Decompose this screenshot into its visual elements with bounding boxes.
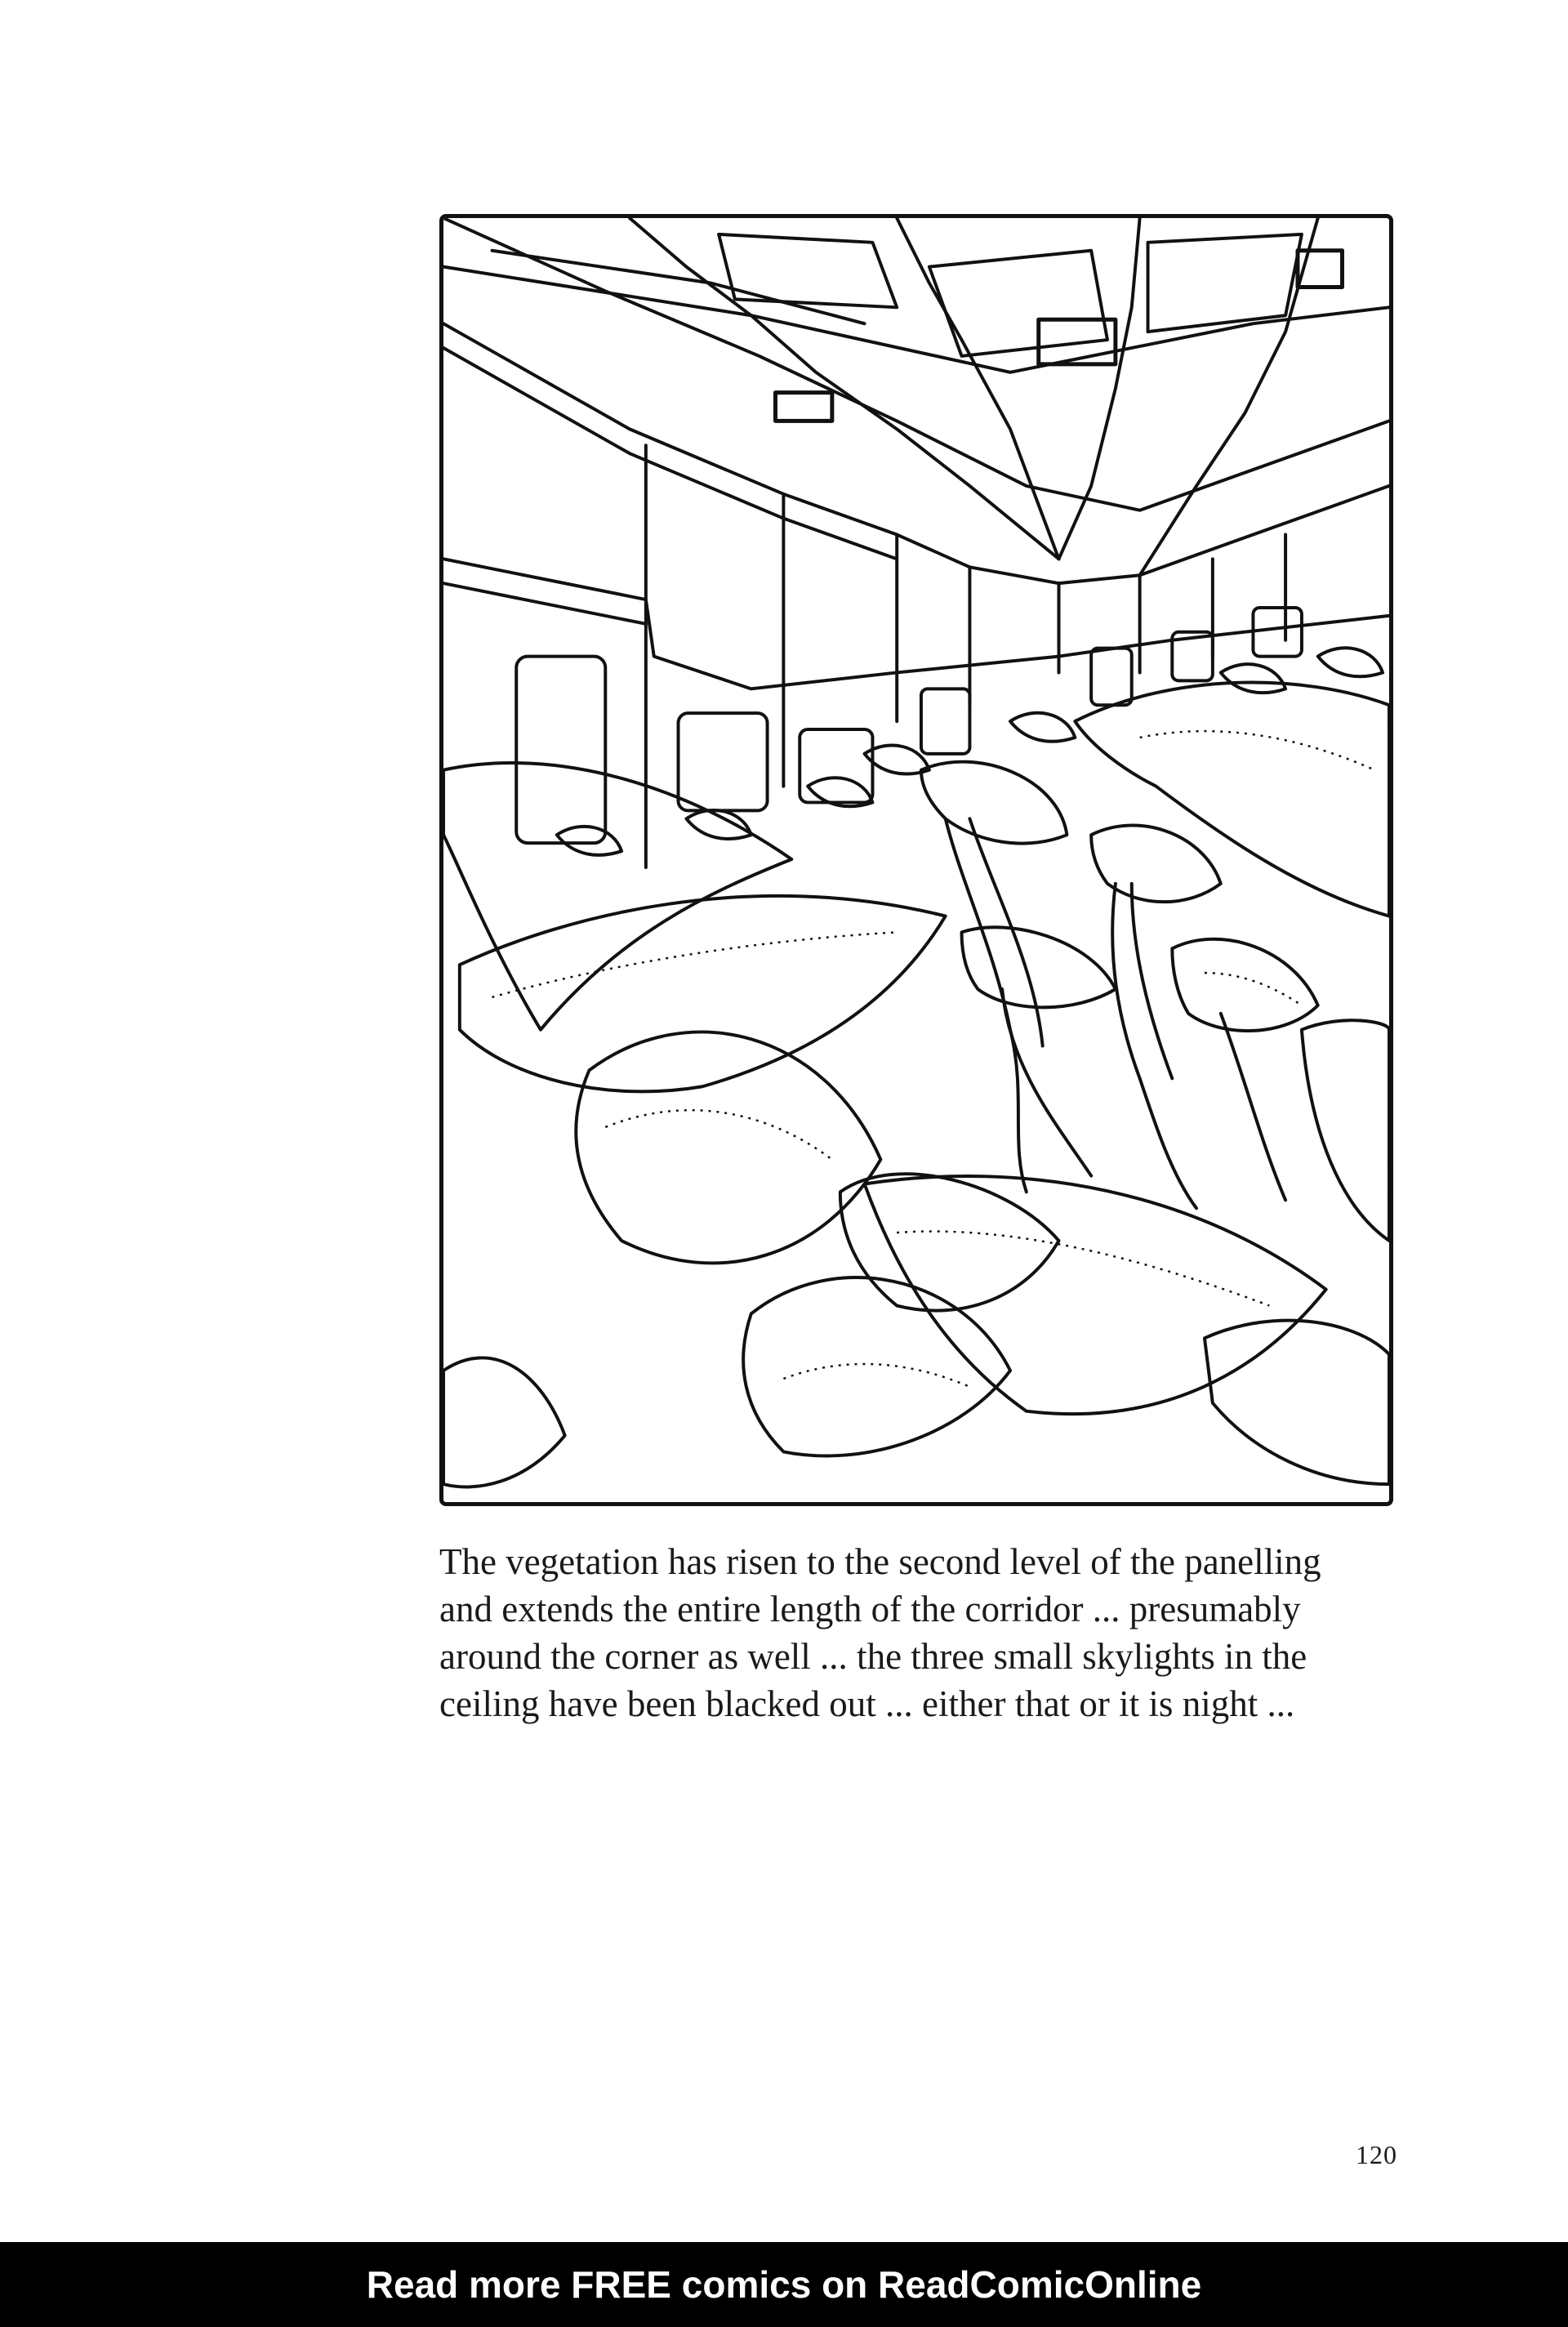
promo-banner[interactable] [0, 2242, 1568, 2327]
promo-banner-text[interactable]: Read more FREE comics on ReadComicOnline [366, 2263, 1202, 2306]
caption-line: ceiling have been blacked out ... either that or it is night ... [439, 1683, 1295, 1724]
caption-line: The vegetation has risen to the second level of the panelling [439, 1541, 1321, 1582]
caption-line: around the corner as well ... the three small skylights in the [439, 1636, 1307, 1677]
caption-line: and extends the entire length of the corridor ... presumably [439, 1589, 1301, 1629]
caption-text [439, 1538, 1411, 1727]
corridor-plants-drawing [443, 218, 1389, 1502]
page-number: 120 [1356, 2140, 1397, 2169]
panel-illustration-overgrown-corridor [439, 214, 1393, 1506]
